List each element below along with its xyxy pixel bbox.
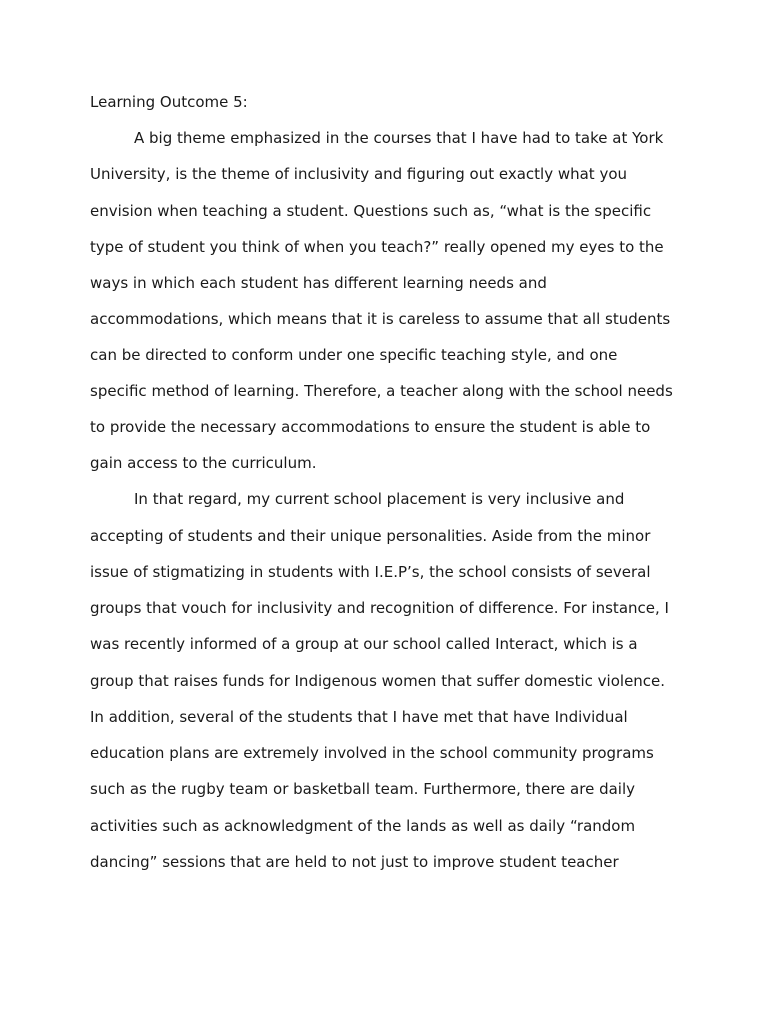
text-line: specific method of learning. Therefore, a teacher along with the school needs: [90, 382, 673, 400]
text-line: University, is the theme of inclusivity and figuring out exactly what you: [90, 165, 628, 183]
text-line: issue of stigmatizing in students with I.E.P’s, the school consists of several: [90, 563, 651, 581]
text-line: accepting of students and their unique personalities. Aside from the minor: [90, 527, 651, 545]
text-line: such as the rugby team or basketball team. Furthermore, there are daily: [90, 780, 636, 798]
text-line: to provide the necessary accommodations to ensure the student is able to: [90, 418, 651, 436]
text-line: type of student you think of when you teach?” really opened my eyes to the: [90, 238, 664, 256]
text-line: In addition, several of the students that I have met that have Individual: [90, 708, 628, 726]
text-line: group that raises funds for Indigenous women that suffer domestic violence.: [90, 672, 666, 690]
text-line: was recently informed of a group at our school called Interact, which is a: [90, 635, 638, 653]
text-line: activities such as acknowledgment of the lands as well as daily “random: [90, 817, 636, 835]
text-line: accommodations, which means that it is careless to assume that all students: [90, 310, 671, 328]
text-line: dancing” sessions that are held to not just to improve student teacher: [90, 853, 619, 871]
text-line: A big theme emphasized in the courses that I have had to take at York: [134, 129, 664, 147]
text-line: In that regard, my current school placement is very inclusive and: [134, 490, 625, 508]
text-line: ways in which each student has different learning needs and: [90, 274, 547, 292]
document-heading: Learning Outcome 5:: [90, 93, 248, 111]
text-line: groups that vouch for inclusivity and recognition of difference. For instance, I: [90, 599, 669, 617]
text-line: education plans are extremely involved in the school community programs: [90, 744, 654, 762]
text-line: can be directed to conform under one specific teaching style, and one: [90, 346, 618, 364]
text-line: envision when teaching a student. Questions such as, “what is the specific: [90, 202, 652, 220]
text-line: gain access to the curriculum.: [90, 454, 317, 472]
